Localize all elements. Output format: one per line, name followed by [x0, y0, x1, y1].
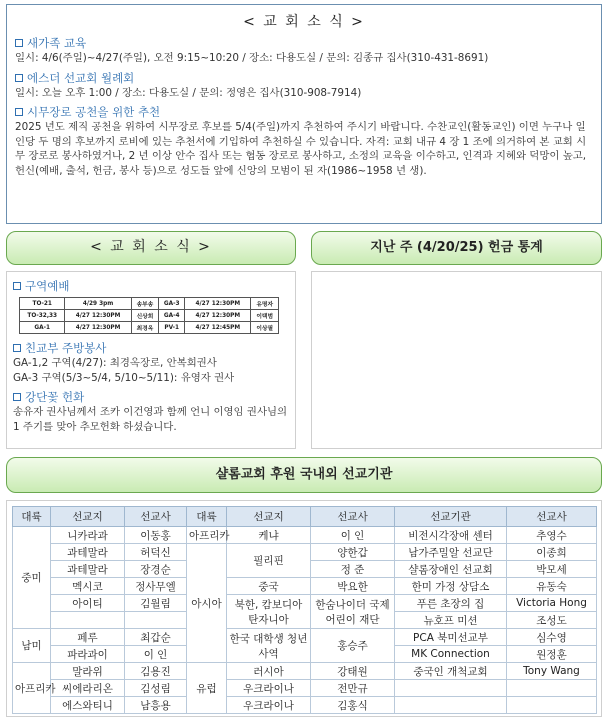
missionary-cell: 박모세	[507, 561, 597, 578]
mission-field-cell: 페루	[51, 629, 125, 646]
column-header: 선교사	[125, 507, 187, 527]
missionary-cell: 김용진	[125, 663, 187, 680]
table-cell: 4/27 12:30PM	[185, 310, 251, 322]
worship-title: 구역예배	[13, 278, 289, 294]
missionary-cell: 최갑순	[125, 629, 187, 646]
table-cell: 이택범	[251, 310, 279, 322]
mission-field-cell: 멕시코	[51, 578, 125, 595]
table-row	[13, 629, 597, 646]
missionary-cell: 심수영	[507, 629, 597, 646]
table-row	[13, 697, 597, 714]
missionary-cell: 정사무엘	[125, 578, 187, 595]
column-header: 선교기관	[395, 507, 507, 527]
table-cell: TO-21	[20, 298, 65, 310]
mission-field-cell: 니카라과	[51, 527, 125, 544]
table-cell: 4/27 12:30PM	[65, 322, 131, 334]
mission-field-cell: 우크라이나	[227, 697, 311, 714]
square-bullet-icon	[15, 39, 23, 47]
mission-field-cell: 과테말라	[51, 544, 125, 561]
kitchen-line: GA-1,2 구역(4/27): 최경옥장로, 안복희권사	[13, 357, 217, 369]
square-bullet-icon	[15, 108, 23, 116]
left-section-header: < 교 회 소 식 >	[6, 231, 296, 265]
mission-field-cell: 아이티	[51, 595, 125, 612]
kitchen-title: 친교부 주방봉사	[13, 340, 289, 356]
missionary-cell: 추영수	[507, 527, 597, 544]
worship-table	[19, 297, 279, 334]
missionary-cell: 김성림	[125, 680, 187, 697]
continent-cell: 중미	[13, 527, 51, 629]
left-news-box	[6, 271, 296, 449]
column-header: 선교사	[311, 507, 395, 527]
missionary-cell: 박요한	[311, 578, 395, 595]
square-bullet-icon	[13, 393, 21, 401]
offering-stats-box	[311, 271, 602, 449]
missionary-cell: 정 준	[311, 561, 395, 578]
mission-field-cell: 씨에라리온	[51, 680, 125, 697]
missionary-cell: 강태원	[311, 663, 395, 680]
news-item-body: 일시: 오늘 오후 1:00 / 장소: 다용도실 / 문의: 정영은 집사(310-908-7914)	[15, 86, 362, 99]
organization-cell: 비전시각장애 센터	[395, 527, 507, 544]
missionary-cell: 이 인	[125, 646, 187, 663]
table-cell: 4/27 12:45PM	[185, 322, 251, 334]
missionary-cell: 김월림	[125, 595, 187, 612]
missionary-cell: 이동홍	[125, 527, 187, 544]
missionary-cell: 원정훈	[507, 646, 597, 663]
organization-cell: 뉴호프 미션	[395, 612, 507, 629]
column-header: 선교사	[507, 507, 597, 527]
table-cell: 4/27 12:30PM	[65, 310, 131, 322]
missionary-cell: 이종희	[507, 544, 597, 561]
continent-cell: 아시아	[187, 544, 227, 663]
continent-cell: 아프리카	[13, 663, 51, 714]
mission-field-cell: 케냐	[227, 527, 311, 544]
mission-field-cell: 우크라이나	[227, 680, 311, 697]
organization-cell	[395, 697, 507, 714]
mission-field-cell: 러시아	[227, 663, 311, 680]
organization-cell: 남가주밀알 선교단	[395, 544, 507, 561]
missionary-cell: 이 인	[311, 527, 395, 544]
continent-cell: 유럽	[187, 663, 227, 714]
table-row	[13, 527, 597, 544]
table-cell: GA-1	[20, 322, 65, 334]
mission-field-cell	[51, 612, 125, 629]
table-row	[13, 680, 597, 697]
top-news-box	[6, 4, 602, 224]
kitchen-line: GA-3 구역(5/3~5/4, 5/10~5/11): 유영자 권사	[13, 371, 235, 384]
table-cell: 유명자	[251, 298, 279, 310]
missionary-cell	[125, 612, 187, 629]
column-header: 선교지	[51, 507, 125, 527]
table-row	[13, 595, 597, 612]
square-bullet-icon	[13, 282, 21, 290]
table-cell: 신상희	[131, 310, 159, 322]
mission-header: 샬롬교회 후원 국내외 선교기관	[6, 457, 602, 493]
mission-field-cell: 말라위	[51, 663, 125, 680]
organization-cell: PCA 북미선교부	[395, 629, 507, 646]
table-row	[20, 322, 279, 334]
organization-cell: 샬롬장애인 선교회	[395, 561, 507, 578]
continent-cell: 남미	[13, 629, 51, 663]
organization-cell: MK Connection	[395, 646, 507, 663]
missionary-cell	[507, 680, 597, 697]
missionary-cell: 김홍식	[311, 697, 395, 714]
missionary-cell: 장경순	[125, 561, 187, 578]
missionary-cell: Victoria Hong	[507, 595, 597, 612]
table-row	[13, 544, 597, 561]
mission-box	[6, 500, 602, 717]
table-cell: 이상필	[251, 322, 279, 334]
mission-field-cell: 중국	[227, 578, 311, 595]
table-row	[20, 310, 279, 322]
column-header: 선교지	[227, 507, 311, 527]
missionary-cell: 홍승주	[311, 629, 395, 663]
table-cell: GA-4	[159, 310, 185, 322]
news-item-title: 에스더 선교회 월례회	[15, 70, 593, 86]
table-cell: 4/29 3pm	[65, 298, 131, 310]
mission-field-cell: 필리핀	[227, 544, 311, 578]
missionary-cell: 조성도	[507, 612, 597, 629]
organization-cell: 한미 가정 상담소	[395, 578, 507, 595]
page-title: < 교 회 소 식 >	[243, 14, 365, 30]
missionary-cell: 허덕신	[125, 544, 187, 561]
news-item-body: 2025 년도 제직 공천을 위하여 시무장로 후보를 5/4(주일)까지 추천하여 주시기 바랍니다. 수찬교인(활동교인) 이면 누구나 일인당 두 명의 후보까지 로비에 있는 추천서에 기입하여 추천하실 수 있습니다. 자격: 교회 내규 4 장 1 조에 의거하여 본 교회 시무 장로로 봉사하였거나, 2 년 이상 안수 집사 또는 협동 장로로 봉사하고, 소정의 교육을 이수하고, 인격과 지혜와 덕망이 높고, 헌신(예배, 출석, 헌금, 봉사 등)으로 성도들 앞에 신앙의 모범이 된 자(1986~1958 년 생).	[15, 121, 587, 177]
missionary-cell: 남흥용	[125, 697, 187, 714]
news-item-body: 일시: 4/6(주일)~4/27(주일), 오전 9:15~10:20 / 장소: 다용도실 / 문의: 김종규 집사(310-431-8691)	[15, 52, 489, 64]
right-section-header: 지난 주 (4/20/25) 헌금 통계	[311, 231, 602, 265]
table-cell: PV-1	[159, 322, 185, 334]
table-cell: 4/27 12:30PM	[185, 298, 251, 310]
organization-cell: 중국인 개척교회	[395, 663, 507, 680]
mission-field-cell: 파라과이	[51, 646, 125, 663]
mission-table	[12, 506, 597, 714]
news-item-title: 새가족 교육	[15, 35, 593, 51]
square-bullet-icon	[13, 344, 21, 352]
news-item-title: 시무장로 공천을 위한 추천	[15, 104, 593, 120]
missionary-cell: 양한갑	[311, 544, 395, 561]
mission-field-cell: 한국 대학생 청년 사역	[227, 629, 311, 663]
organization-cell	[395, 680, 507, 697]
table-row	[13, 663, 597, 680]
table-row	[20, 298, 279, 310]
flower-body: 송유자 권사님께서 조카 이건영과 함께 언니 이영임 권사님의 1 주기를 맞아 추모헌화 하셨습니다.	[13, 406, 288, 433]
mission-field-cell: 에스와티니	[51, 697, 125, 714]
mission-field-cell: 북한, 캄보디아 탄자니아	[227, 595, 311, 629]
missionary-cell: 유동숙	[507, 578, 597, 595]
organization-cell: 푸른 초장의 집	[395, 595, 507, 612]
square-bullet-icon	[15, 74, 23, 82]
missionary-cell: 전만규	[311, 680, 395, 697]
table-cell: 최경옥	[131, 322, 159, 334]
table-cell: GA-3	[159, 298, 185, 310]
missionary-cell: 한숨나이더 국제어린이 재단	[311, 595, 395, 629]
table-row	[13, 578, 597, 595]
column-header: 대륙	[13, 507, 51, 527]
table-cell: 송부송	[131, 298, 159, 310]
column-header: 대륙	[187, 507, 227, 527]
mission-field-cell: 과테말라	[51, 561, 125, 578]
missionary-cell	[507, 697, 597, 714]
table-cell: TO-32,33	[20, 310, 65, 322]
continent-cell: 아프리카	[187, 527, 227, 544]
flower-title: 강단꽃 헌화	[13, 389, 289, 405]
missionary-cell: Tony Wang	[507, 663, 597, 680]
